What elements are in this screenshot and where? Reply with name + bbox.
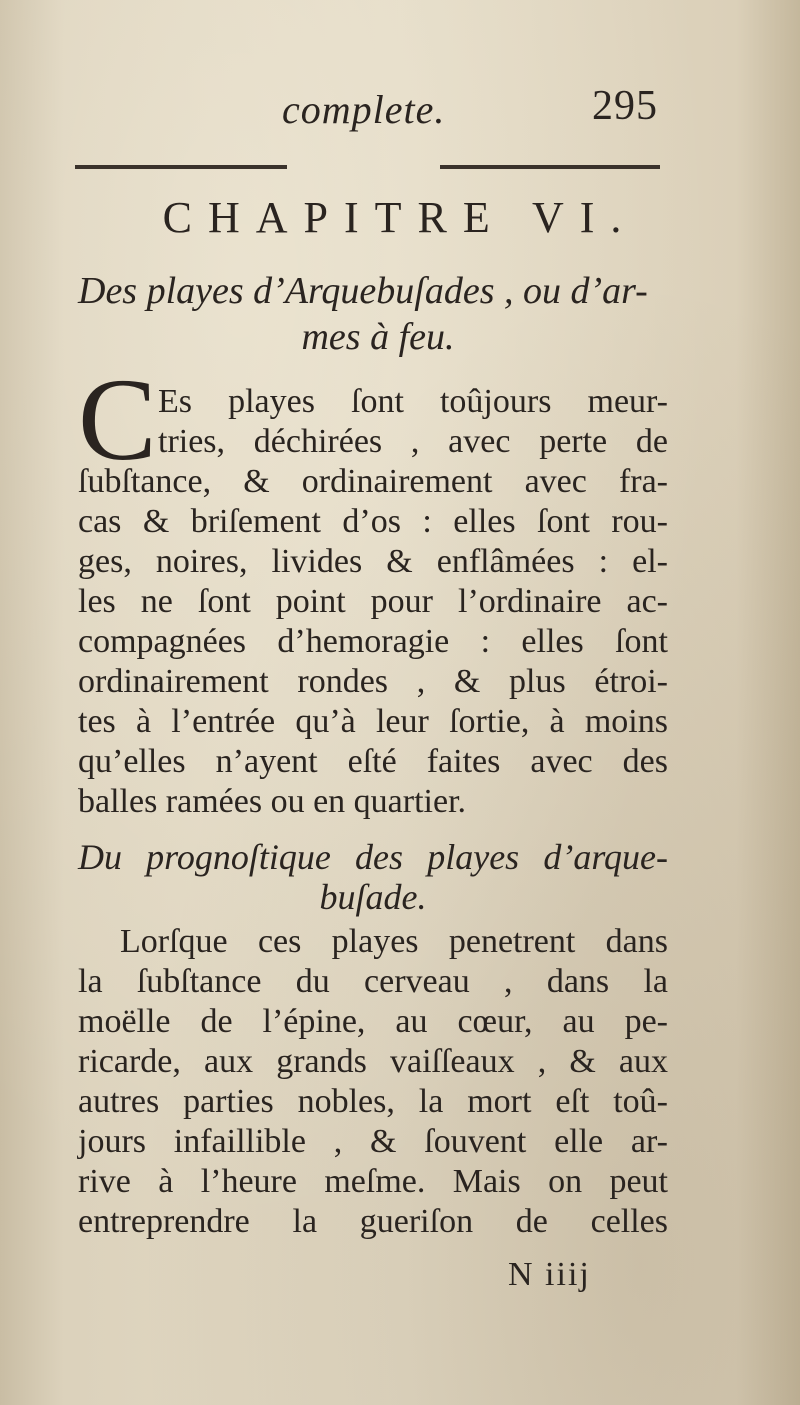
section-heading-line-2: buſade. — [319, 877, 427, 917]
paragraph-2-body — [78, 922, 668, 1242]
text-line: entreprendre la gueriſon de celles — [78, 1203, 668, 1240]
chapter-subtitle-line-1: Des playes d’Arquebuſades , ou d’ar- — [78, 270, 648, 312]
paragraph-1-opening — [158, 382, 668, 462]
signature-mark: N iiij — [508, 1256, 591, 1293]
text-line: les ne ſont point pour l’ordinaire ac- — [78, 583, 668, 620]
text-line: rive à l’heure meſme. Mais on peut — [78, 1163, 668, 1200]
text-line: tries, déchirées , avec perte de — [158, 423, 668, 460]
text-line: ricarde, aux grands vaiſſeaux , & aux — [78, 1043, 668, 1080]
paragraph-1-body — [78, 462, 668, 822]
section-heading — [78, 836, 668, 918]
page-number: 295 — [592, 83, 658, 129]
text-line: la ſubſtance du cerveau , dans la — [78, 963, 668, 1000]
text-line: balles ramées ou en quartier. — [78, 783, 467, 820]
text-line: Es playes ſont toûjours meur- — [158, 383, 668, 420]
header-rule-left — [75, 165, 287, 169]
text-line: ordinairement rondes , & plus étroi- — [78, 663, 668, 700]
text-line: cas & briſement d’os : elles ſont rou- — [78, 503, 668, 540]
chapter-heading: CHAPITRE VI. — [162, 193, 638, 242]
text-line: jours infaillible , & ſouvent elle ar- — [78, 1123, 668, 1160]
text-line: autres parties nobles, la mort eſt toû- — [78, 1083, 668, 1120]
text-line: qu’elles n’ayent eſté faites avec des — [78, 743, 668, 780]
text-line: ges, noires, livides & enflâmées : el- — [78, 543, 668, 580]
running-head — [0, 78, 800, 138]
chapter-subtitle-line-2: mes à feu. — [301, 316, 455, 358]
text-line: moëlle de l’épine, au cœur, au pe- — [78, 1003, 668, 1040]
text-line: compagnées d’hemoragie : elles ſont — [78, 623, 668, 660]
drop-cap: C — [78, 354, 157, 485]
running-title: complete. — [282, 87, 446, 132]
header-rule-right — [440, 165, 660, 169]
text-line: ſubſtance, & ordinairement avec fra- — [78, 463, 668, 500]
section-heading-line-1: Du prognoſtique des playes d’arque- — [78, 837, 668, 877]
text-line: Lorſque ces playes penetrent dans — [120, 923, 668, 960]
text-line: tes à l’entrée qu’à leur ſortie, à moins — [78, 703, 668, 740]
